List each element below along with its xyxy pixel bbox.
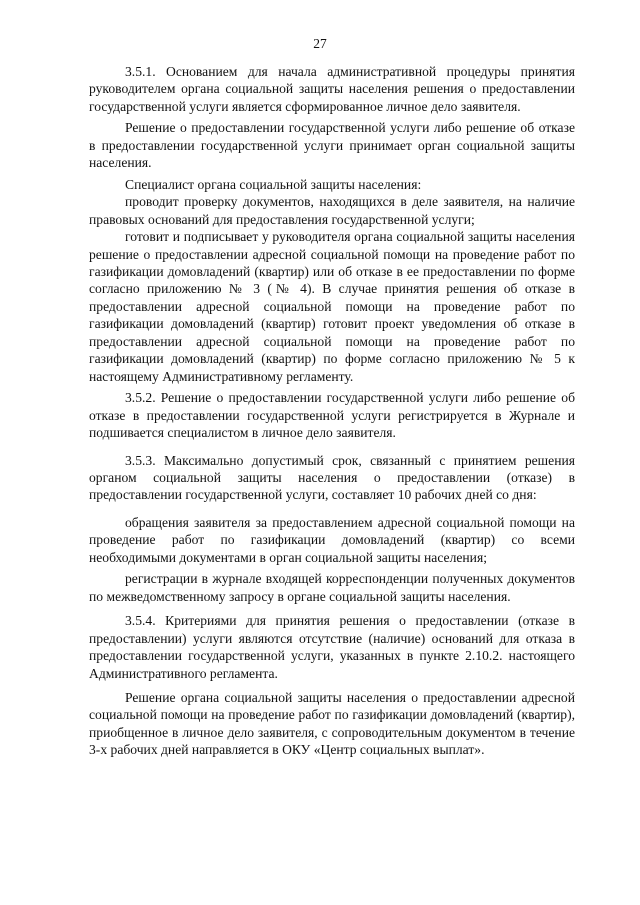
paragraph-decision-authority: Решение о предоставлении государственной услуги либо решение об отказе в предоставлении государственной услуги принимает орган социальной защиты населения. [89,120,575,171]
paragraph-registration: регистрации в журнале входящей корреспонденции полученных документов по межведомственному запросу в органе социальной защиты населения. [89,571,575,604]
paragraph-document-check: проводит проверку документов, находящихся в деле заявителя, на наличие правовых оснований для предоставления государственной услуги; [89,194,575,227]
paragraph-prepare-decision: готовит и подписывает у руководителя органа социальной защиты населения решение о предоставлении адресной социальной помощи на проведение работ по газификации домовладений (квартир) или об отказе в ее предоставлении по форме согласно приложению № 3 (№ 4). В случае принятия решения об отказе в предоставлении адресной социальной помощи на проведение работ по газификации домовладений (квартир) готовит проект уведомления об отказе в предоставлении адресной социальной помощи на проведение работ по газификации домовладений (квартир) по форме согласно приложению № 5 к настоящему Административному регламенту. [89,229,575,384]
paragraph-3-5-4: 3.5.4. Критериями для принятия решения о предоставлении (отказе в предоставлении) услуги являются отсутствие (наличие) оснований для отказа в предоставлении государственной услуги, указанных в пункте 2.10.2. настоящего Административного регламента. [89,613,575,681]
paragraph-3-5-2: 3.5.2. Решение о предоставлении государственной услуги либо решение об отказе в предоставлении государственной услуги регистрируется в Журнале и подшивается специалистом в личное дело заявителя. [89,390,575,441]
paragraph-specialist-intro: Специалист органа социальной защиты населения: [125,176,422,192]
paragraph-3-5-1: 3.5.1. Основанием для начала административной процедуры принятия руководителем органа социальной защиты населения решения о предоставлении государственной услуги является сформированное личное дело заявителя. [89,64,575,114]
document-body [89,63,575,759]
paragraph-3-5-3: 3.5.3. Максимально допустимый срок, связанный с принятием решения органом социальной защиты населения о предоставлении (отказе) в предоставлении государственной услуги, составляет 10 рабочих дней со дня: [89,452,575,503]
paragraph-decision-transfer: Решение органа социальной защиты населения о предоставлении адресной социальной помощи на проведение работ по газификации домовладений (квартир), приобщенное в личное дело заявителя, с сопроводительным документом в течение 3-х рабочих дней направляется в ОКУ «Центр социальных выплат». [89,689,575,758]
paragraph-applicant-request: обращения заявителя за предоставлением адресной социальной помощи на проведение работ по газификации домовладений (квартир) со всеми необходимыми документами в орган социальной защиты населения; [89,514,575,565]
page-number: 27 [313,36,327,51]
